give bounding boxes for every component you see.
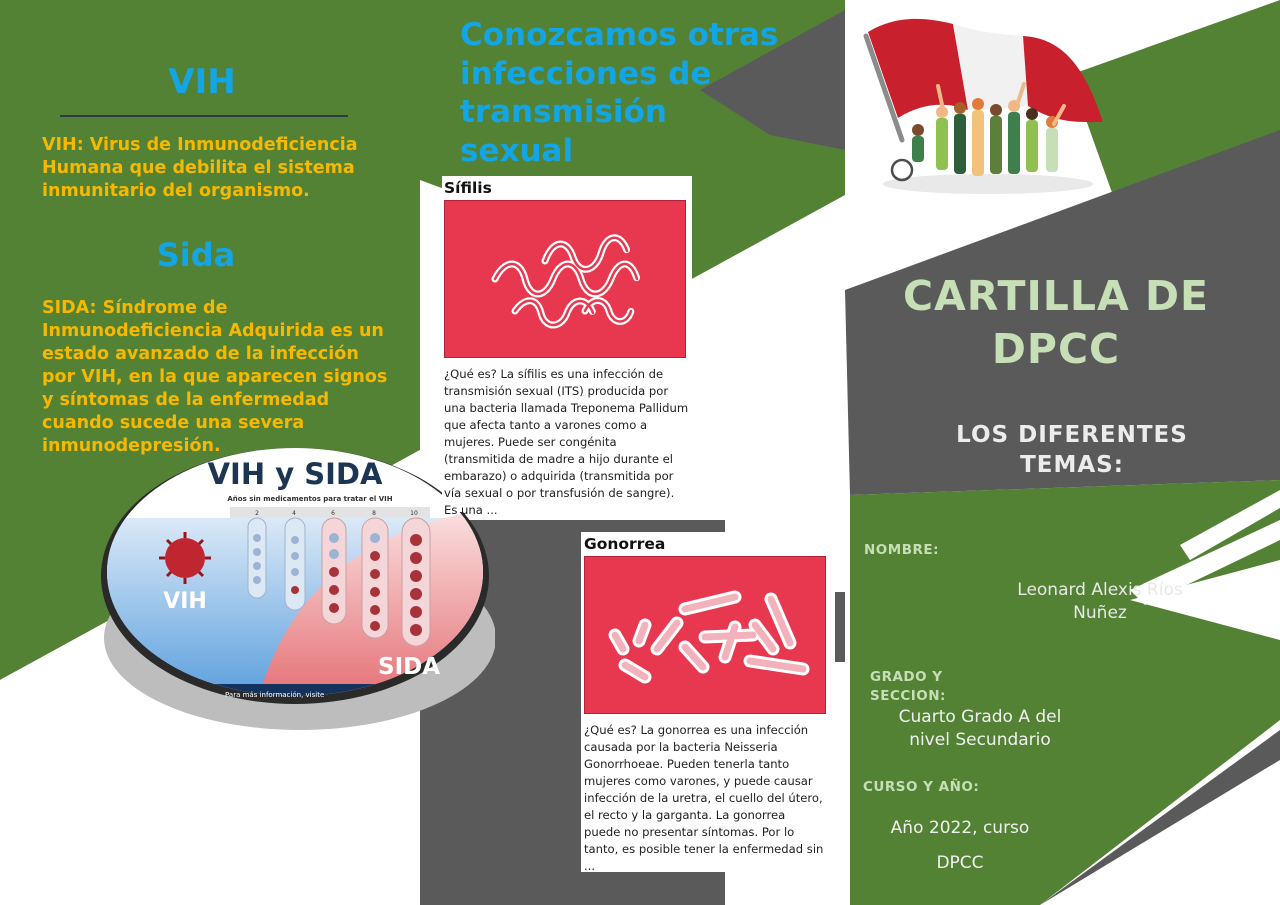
gray-tab (835, 592, 845, 662)
gonorrea-description: ¿Qué es? La gonorrea es una infección causada por la bacteria Neisseria Gonorrhoeae. Pueden tenerla tanto mujeres como varones, y puede causar infección de la uretra, el cuello del útero, el recto y la garganta. La gonorrea puede no presentar síntomas. Por lo tanto, es posible tener la enfermedad sin ... (584, 723, 824, 873)
infographic-label-sida: SIDA (378, 654, 441, 680)
nombre-value: Leonard Alexis Ríos Nuñez (1017, 580, 1183, 623)
tick-label: 6 (331, 510, 335, 517)
vih-title: VIH (168, 62, 236, 102)
infographic-title: VIH y SIDA (207, 457, 383, 491)
sida-definition: SIDA: Síndrome de Inmunodeficiencia Adquirida es un estado avanzado de la infección por VIH, en la que aparecen signos y síntomas de la enfermedad cuando sucede una severa inmunodepresión. (42, 298, 388, 456)
temas-subtitle: LOS DIFERENTES TEMAS: (956, 422, 1188, 478)
tick-label: 2 (255, 510, 259, 517)
infographic-subtitle: Años sin medicamentos para tratar el VIH (227, 495, 393, 503)
gonorrea-card (581, 532, 827, 872)
grado-value: Cuarto Grado A del nivel Secundario (898, 707, 1062, 750)
infographic-label-vih: VIH (163, 589, 207, 614)
grado-label: GRADO Y SECCION: (870, 669, 946, 704)
ticks-bar (230, 507, 430, 518)
cartilla-title: CARTILLA DE DPCC (902, 272, 1210, 373)
sifilis-bacteria-image (444, 200, 686, 358)
infographic-footer: Para más información, visite (225, 691, 325, 699)
peru-flag-crowd-illustration (858, 14, 1108, 200)
vih-definition: VIH: Virus de Inmunodeficiencia Humana que debilita el sistema inmunitario del organismo. (42, 135, 358, 201)
sifilis-title: Sífilis (444, 179, 492, 197)
tick-label: 10 (410, 510, 418, 517)
tick-label: 8 (372, 510, 376, 517)
sida-title: Sida (156, 236, 236, 274)
middle-white-inner (420, 880, 470, 905)
nombre-label: NOMBRE: (864, 542, 940, 558)
sifilis-description: ¿Qué es? La sífilis es una infección de transmisión sexual (ITS) producida por una bacteria llamada Treponema Pallidum que afecta tanto a varones como a mujeres. Puede ser congénita (transmitida de madre a hijo durante el embarazo) o adquirida (transmitida por vía sexual o por transfusión de sangre). Es una ... (444, 367, 689, 517)
gonorrea-title: Gonorrea (584, 535, 666, 553)
gonorrea-bacteria-image (584, 556, 826, 714)
tick-label: 4 (292, 510, 296, 517)
curso-value: Año 2022, curso DPCC (890, 818, 1030, 873)
vih-divider (60, 115, 348, 117)
sifilis-card (442, 176, 692, 517)
curso-label: CURSO Y AÑO: (863, 779, 980, 795)
vih-sida-infographic (100, 448, 495, 738)
middle-heading: Conozcamos otras infecciones de transmisión sexual (460, 17, 779, 169)
